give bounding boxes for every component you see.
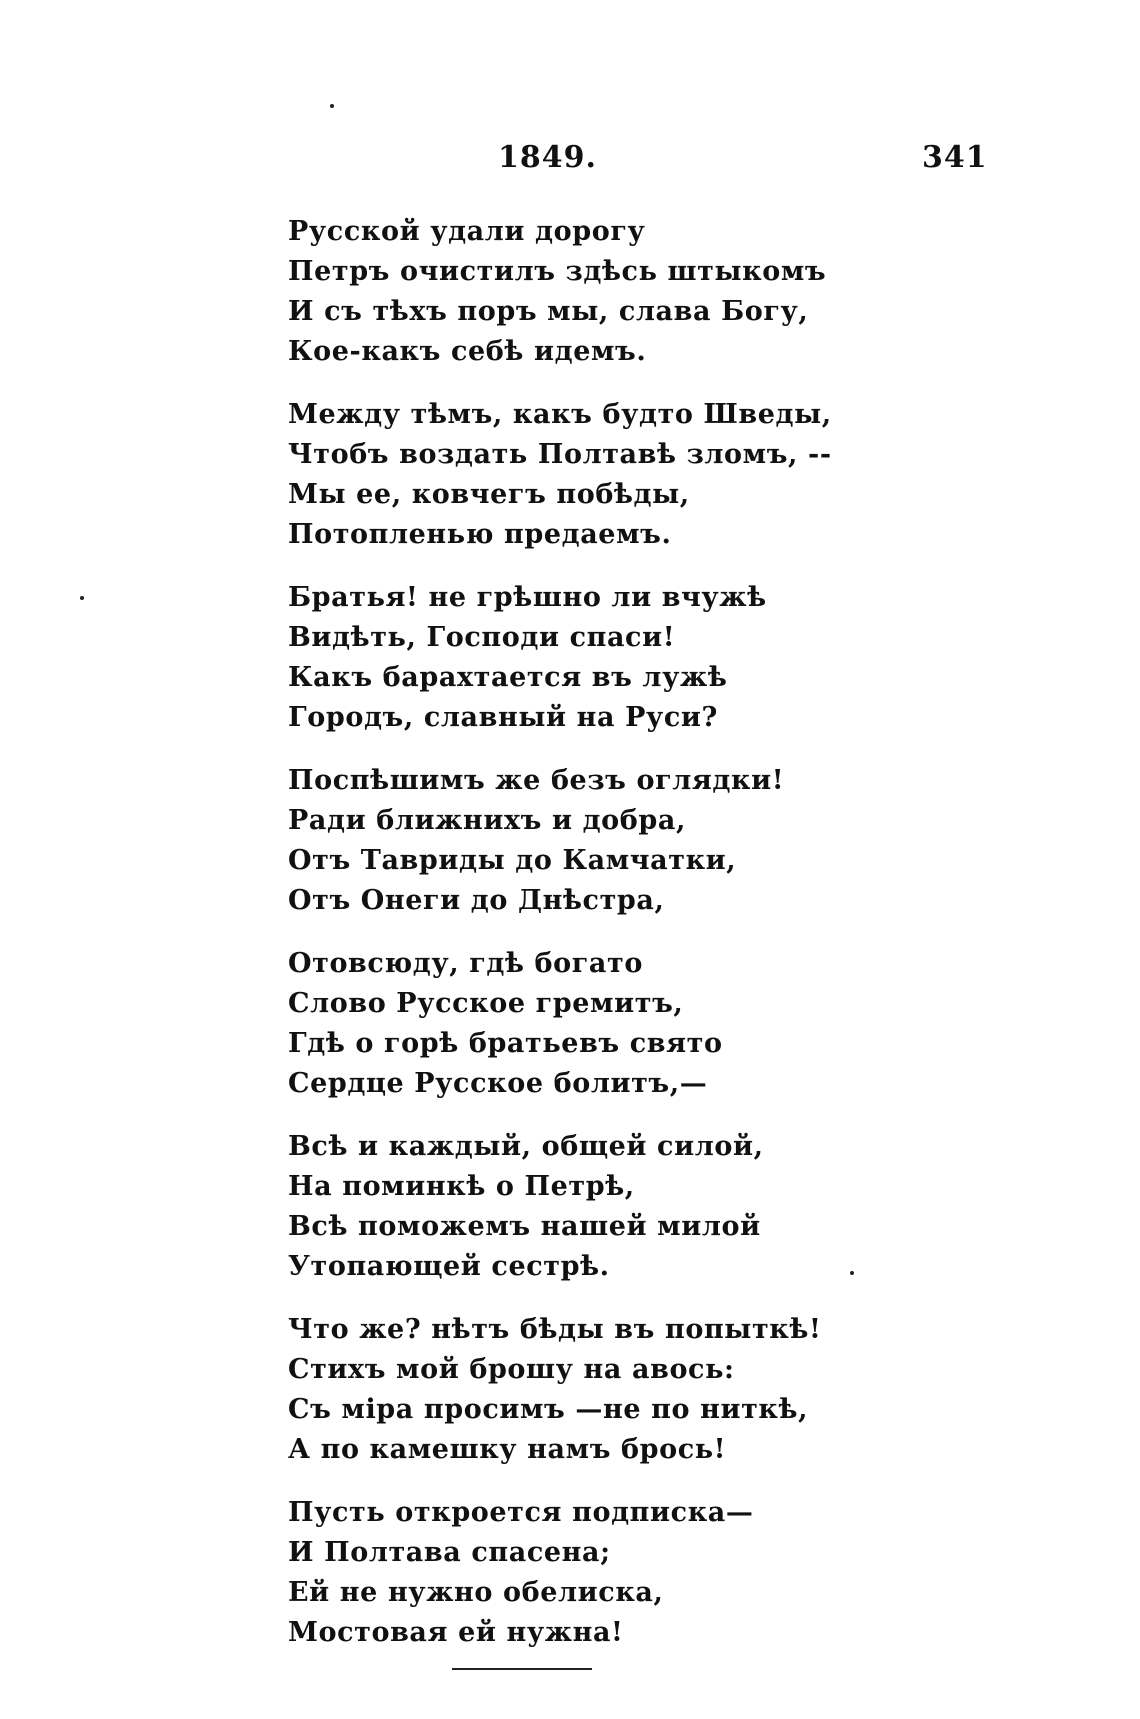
poem-line: Утопающей сестрѣ. [288, 1251, 610, 1282]
poem-line: Что же? нѣтъ бѣды въ попыткѣ! [288, 1314, 822, 1345]
poem-line: Какъ барахтается въ лужѣ [288, 662, 728, 693]
poem-line: Кое-какъ себѣ идемъ. [288, 336, 647, 367]
poem-line: Отовсюду, гдѣ богато [288, 948, 643, 979]
print-speck [80, 596, 84, 600]
page-header [0, 140, 1140, 180]
poem-line: И Полтава спасена; [288, 1537, 611, 1568]
stanza [288, 1310, 848, 1470]
poem-line: А по камешку намъ брось! [288, 1434, 727, 1465]
poem-line: Ей не нужно обелиска, [288, 1577, 664, 1608]
poem-line: Русской удали дорогу [288, 216, 646, 247]
poem-line: Ради ближнихъ и добра, [288, 805, 686, 836]
poem-line: Братья! не грѣшно ли вчужѣ [288, 582, 767, 613]
stanza [288, 1127, 848, 1287]
poem-line: Между тѣмъ, какъ будто Шведы, [288, 399, 832, 430]
stanza [288, 212, 848, 372]
stanza [288, 395, 848, 555]
print-speck [330, 104, 334, 108]
stanza [288, 761, 848, 921]
poem-line: Петръ очистилъ здѣсь штыкомъ [288, 256, 827, 287]
poem-line: Отъ Онеги до Днѣстра, [288, 885, 665, 916]
end-rule-divider [452, 1668, 592, 1670]
poem-line: Стихъ мой брошу на авось: [288, 1354, 735, 1385]
poem-line: Видѣть, Господи спаси! [288, 622, 676, 653]
poem-line: На поминкѣ о Петрѣ, [288, 1171, 635, 1202]
poem-line: Мы ее, ковчегъ побѣды, [288, 479, 690, 510]
stanza [288, 944, 848, 1104]
poem-line: Чтобъ воздать Полтавѣ зломъ, -- [288, 439, 832, 470]
poem-line: И съ тѣхъ поръ мы, слава Богу, [288, 296, 809, 327]
print-speck [850, 1271, 854, 1275]
poem-line: Всѣ поможемъ нашей милой [288, 1211, 761, 1242]
poem-line: Всѣ и каждый, общей силой, [288, 1131, 764, 1162]
poem-line: Пусть откроется подписка— [288, 1497, 754, 1528]
poem-body [288, 212, 848, 1676]
stanza [288, 578, 848, 738]
poem-line: Гдѣ о горѣ братьевъ свято [288, 1028, 723, 1059]
poem-line: Сердце Русское болитъ,— [288, 1068, 708, 1099]
poem-line: Отъ Тавриды до Камчатки, [288, 845, 737, 876]
page-number: 341 [922, 140, 988, 175]
poem-line: Поспѣшимъ же безъ оглядки! [288, 765, 785, 796]
poem-line: Съ міра просимъ —не по ниткѣ, [288, 1394, 809, 1425]
stanza [288, 1493, 848, 1653]
poem-line: Потопленью предаемъ. [288, 519, 672, 550]
poem-line: Слово Русское гремитъ, [288, 988, 684, 1019]
poem-line: Городъ, славный на Руси? [288, 702, 718, 733]
header-year: 1849. [498, 140, 597, 175]
poem-line: Мостовая ей нужна! [288, 1617, 624, 1648]
